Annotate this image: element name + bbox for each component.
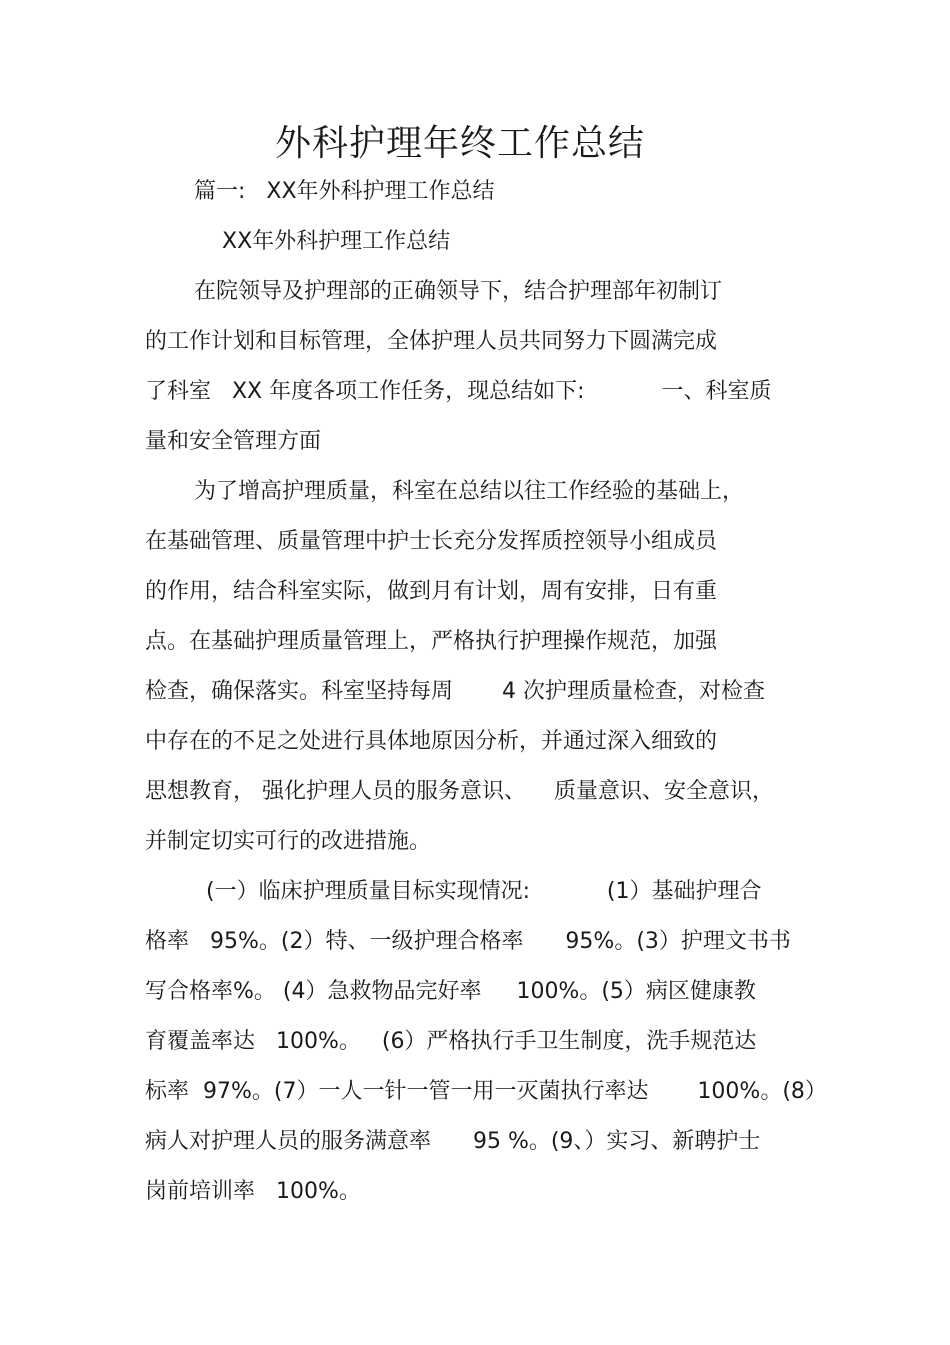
body-line: 中存在的不足之处进行具体地原因分析，并通过深入细致的 bbox=[145, 729, 718, 754]
subsection-heading: XX年外科护理工作总结 bbox=[222, 229, 451, 254]
body-line: 检查，确保落实。科室坚持每周 4 次护理质量检查，对检查 bbox=[145, 679, 765, 704]
body-line: 病人对护理人员的服务满意率 95 %。(9、）实习、新聘护士 bbox=[145, 1129, 761, 1154]
body-line: 标率 97%。(7）一人一针一管一用一灭菌执行率达 100%。(8） bbox=[145, 1079, 827, 1104]
body-line: 的作用，结合科室实际，做到月有计划，周有安排，日有重 bbox=[145, 579, 718, 604]
body-line: (一）临床护理质量目标实现情况: (1）基础护理合 bbox=[206, 879, 762, 904]
page-title: 外科护理年终工作总结 bbox=[274, 123, 645, 164]
body-line: 点。在基础护理质量管理上，严格执行护理操作规范，加强 bbox=[145, 629, 718, 654]
body-line: 并制定切实可行的改进措施。 bbox=[145, 829, 432, 854]
section-heading: 篇一: XX年外科护理工作总结 bbox=[194, 179, 495, 204]
body-line: 了科室 XX 年度各项工作任务，现总结如下: 一、科室质 bbox=[145, 379, 772, 404]
body-line: 育覆盖率达 100%。 (6）严格执行手卫生制度，洗手规范达 bbox=[145, 1029, 757, 1054]
body-line: 格率 95%。(2）特、一级护理合格率 95%。(3）护理文书书 bbox=[145, 929, 791, 954]
body-line: 在基础管理、质量管理中护士长充分发挥质控领导小组成员 bbox=[145, 529, 718, 554]
body-line: 岗前培训率 100%。 bbox=[145, 1179, 361, 1204]
body-line: 为了增高护理质量，科室在总结以往工作经验的基础上， bbox=[194, 479, 745, 504]
body-line: 的工作计划和目标管理，全体护理人员共同努力下圆满完成 bbox=[145, 329, 718, 354]
body-line: 量和安全管理方面 bbox=[145, 429, 322, 454]
body-line: 写合格率%。 (4）急救物品完好率 100%。(5）病区健康教 bbox=[145, 979, 756, 1004]
body-line: 在院领导及护理部的正确领导下，结合护理部年初制订 bbox=[194, 279, 723, 304]
body-line: 思想教育， 强化护理人员的服务意识、 质量意识、安全意识， bbox=[145, 779, 774, 804]
